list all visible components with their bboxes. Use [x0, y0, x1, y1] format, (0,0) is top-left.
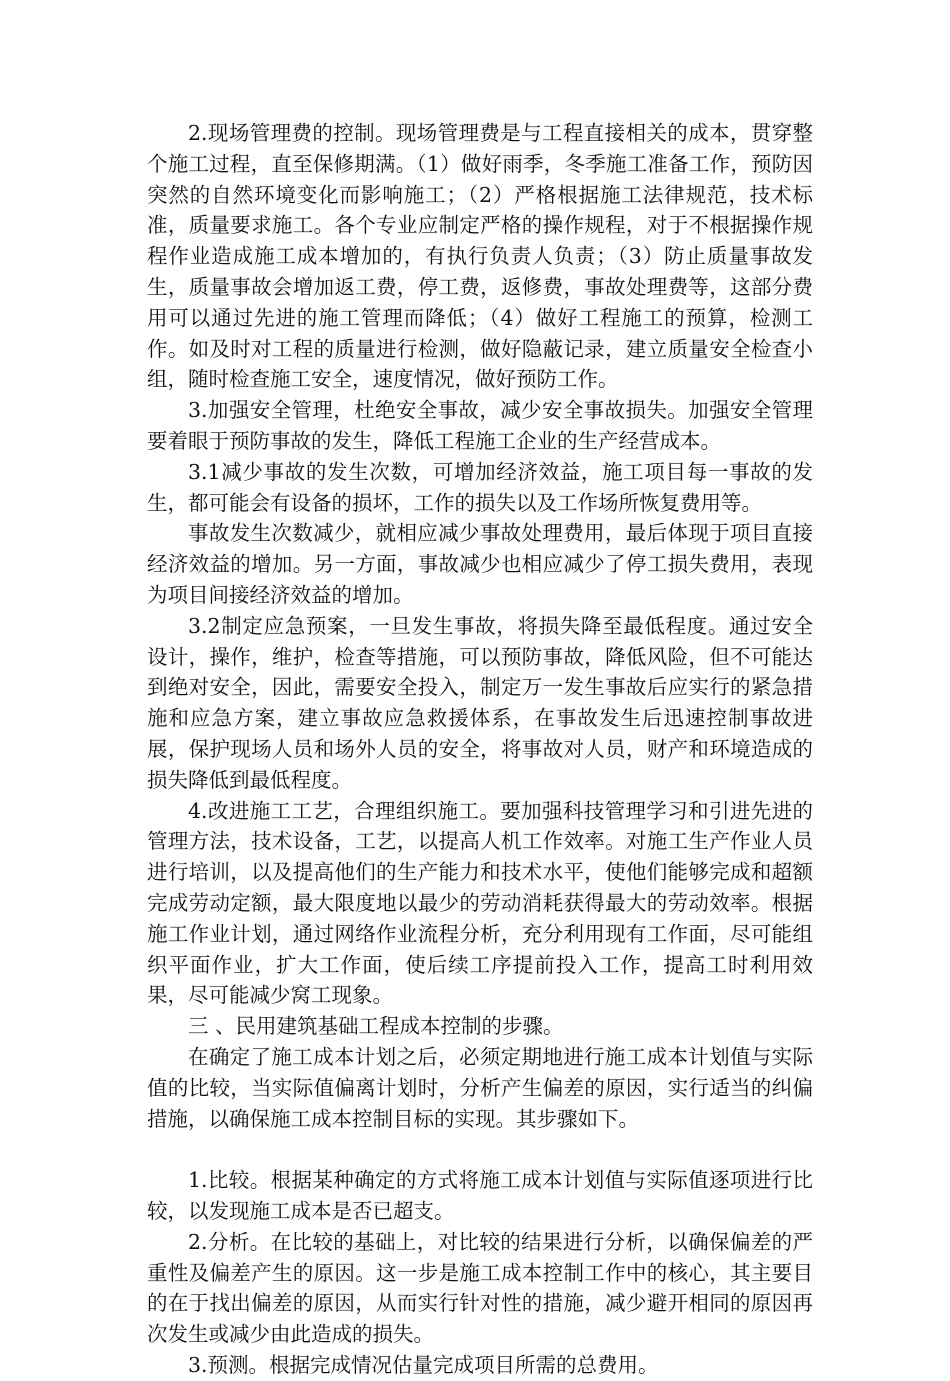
paragraph-emergency-plan: 3.2制定应急预案，一旦发生事故，将损失降至最低程度。通过安全设计，操作，维护，检查等措施，可以预防事故，降低风险，但不可能达到绝对安全，因此，需要安全投入，制定万一发生事故后应实行的紧急措施和应急方案，建立事故应急救援体系，在事故发生后迅速控制事故进展，保护现场人员和场外人员的安全，将事故对人员，财产和环境造成的损失降低到最低程度。 — [147, 613, 813, 792]
paragraph-improve-process: 4.改进施工工艺，合理组织施工。要加强科技管理学习和引进先进的管理方法，技术设备，工艺，以提高人机工作效率。对施工生产作业人员进行培训，以及提高他们的生产能力和技术水平，使他们能够完成和超额完成劳动定额，最大限度地以最少的劳动消耗获得最大的劳动效率。根据施工作业计划，通过网络作业流程分析，充分利用现有工作面，尽可能组织平面作业，扩大工作面，使后续工序提前投入工作，提高工时利用效果，尽可能减少窝工现象。 — [147, 798, 813, 1008]
paragraph-step-compare: 1.比较。根据某种确定的方式将施工成本计划值与实际值逐项进行比较，以发现施工成本是否已超支。 — [147, 1168, 813, 1224]
paragraph-safety-management: 3.加强安全管理，杜绝安全事故，减少安全事故损失。加强安全管理要着眼于预防事故的发生，降低工程施工企业的生产经营成本。 — [147, 398, 813, 453]
paragraph-reduce-accidents: 3.1减少事故的发生次数，可增加经济效益，施工项目每一事故的发生，都可能会有设备的损坏，工作的损失以及工作场所恢复费用等。 — [147, 459, 813, 515]
paragraph-accident-benefit: 事故发生次数减少，就相应减少事故处理费用，最后体现于项目直接经济效益的增加。另一方面，事故减少也相应减少了停工损失费用，表现为项目间接经济效益的增加。 — [147, 521, 813, 607]
paragraph-step-forecast: 3.预测。根据完成情况估量完成项目所需的总费用。 — [188, 1353, 659, 1378]
paragraph-site-management-cost: 2.现场管理费的控制。现场管理费是与工程直接相关的成本，贯穿整个施工过程，直至保修期满。（1）做好雨季，冬季施工准备工作，预防因突然的自然环境变化而影响施工；（2）严格根据施工法律规范，技术标准，质量要求施工。各个专业应制定严格的操作规程，对于不根据操作规程作业造成施工成本增加的，有执行负责人负责；（3）防止质量事故发生，质量事故会增加返工费，停工费，返修费，事故处理费等，这部分费用可以通过先进的施工管理而降低；（4）做好工程施工的预算，检测工作。如及时对工程的质量进行检测，做好隐蔽记录，建立质量安全检查小组，随时检查施工安全，速度情况，做好预防工作。 — [147, 121, 813, 392]
paragraph-steps-intro: 在确定了施工成本计划之后，必须定期地进行施工成本计划值与实际值的比较，当实际值偏离计划时，分析产生偏差的原因，实行适当的纠偏措施，以确保施工成本控制目标的实现。其步骤如下。 — [147, 1044, 813, 1131]
section-heading-control-steps: 三 、民用建筑基础工程成本控制的步骤。 — [188, 1014, 564, 1039]
document-body — [147, 118, 813, 1381]
paragraph-step-analyze: 2.分析。在比较的基础上，对比较的结果进行分析，以确保偏差的严重性及偏差产生的原因。这一步是施工成本控制工作中的核心，其主要目的在于找出偏差的原因，从而实行针对性的措施，减少避开相同的原因再次发生或减少由此造成的损失。 — [147, 1229, 813, 1347]
